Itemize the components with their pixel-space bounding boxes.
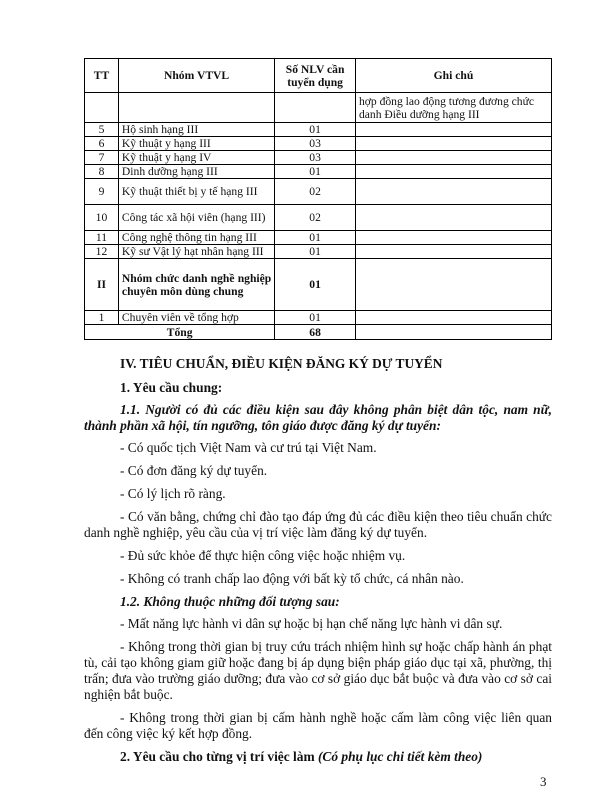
list-item: - Không trong thời gian bị cấm hành nghề hoặc cấm làm công việc liên quan đến công việc ký kết hợp đồng. <box>84 710 552 741</box>
table-row <box>85 245 552 259</box>
table-row <box>85 179 552 205</box>
clause-1-2: 1.2. Không thuộc những đối tượng sau: <box>120 594 340 609</box>
recruitment-table <box>84 58 552 340</box>
row-group: Kỹ thuật thiết bị y tế hạng III <box>118 179 274 205</box>
clause-1-2-items <box>84 616 552 742</box>
header-group: Nhóm VTVL <box>118 59 274 93</box>
sub-heading-2 <box>120 749 552 765</box>
header-count: Số NLV cần tuyển dụng <box>275 59 356 93</box>
row-tt: 8 <box>85 165 119 179</box>
list-item: - Có quốc tịch Việt Nam và cư trú tại Việt Nam. <box>120 440 377 455</box>
row-count: 01 <box>275 123 356 137</box>
row-note <box>355 151 551 165</box>
row-group: Dinh dưỡng hạng III <box>118 165 274 179</box>
row-group: Chuyên viên về tổng hợp <box>118 311 274 325</box>
row-count: 02 <box>275 205 356 231</box>
table-header-row <box>85 59 552 93</box>
row-note <box>355 137 551 151</box>
clause-1-1: 1.1. Người có đủ các điều kiện sau đây không phân biệt dân tộc, nam nữ, thành phần xã hội, tín ngưỡng, tôn giáo được đăng ký dự tuyển: <box>84 402 552 433</box>
row-count: 01 <box>275 245 356 259</box>
row-note <box>355 179 551 205</box>
table-row <box>85 151 552 165</box>
continued-note: hợp đồng lao động tương đương chức danh Điều dưỡng hạng III <box>355 93 551 123</box>
row-count: 01 <box>275 165 356 179</box>
row-count: 01 <box>275 311 356 325</box>
row-group: Công tác xã hội viên (hạng III) <box>118 205 274 231</box>
row-tt: 11 <box>85 231 119 245</box>
sub-heading-2-note: (Có phụ lục chi tiết kèm theo) <box>317 749 483 764</box>
row-tt: 6 <box>85 137 119 151</box>
row-note <box>355 231 551 245</box>
row-tt: 7 <box>85 151 119 165</box>
list-item: - Có văn bằng, chứng chỉ đào tạo đáp ứng đủ các điều kiện theo tiêu chuẩn chức danh nghề nghiệp, yêu cầu của vị trí việc làm đăng ký dự tuyển. <box>84 509 552 540</box>
table-body-group-ii <box>85 311 552 325</box>
row-group: Kỹ thuật y hạng IV <box>118 151 274 165</box>
section-ii-tt: II <box>85 259 119 311</box>
header-note: Ghi chú <box>355 59 551 93</box>
list-item: - Có lý lịch rõ ràng. <box>120 486 226 501</box>
row-count: 01 <box>275 231 356 245</box>
table-row <box>85 205 552 231</box>
table-row <box>85 165 552 179</box>
table-row-continued <box>85 93 552 123</box>
list-item: - Đủ sức khỏe để thực hiện công việc hoặc nhiệm vụ. <box>120 548 406 563</box>
sub-heading-2-text: 2. Yêu cầu cho từng vị trí việc làm <box>120 749 315 764</box>
row-tt: 12 <box>85 245 119 259</box>
list-item: - Không trong thời gian bị truy cứu trách nhiệm hình sự hoặc chấp hành án phạt tù, cải tạo không giam giữ hoặc đang bị áp dụng biện pháp giáo dục tại xã, phường, thị trấn; đưa vào trường giáo dưỡng; đưa vào cơ sở giáo dục bắt buộc và đưa vào cơ sở cai nghiện bắt buộc. <box>84 639 552 702</box>
list-item: - Không có tranh chấp lao động với bất kỳ tổ chức, cá nhân nào. <box>120 571 464 586</box>
sub-heading-1: 1. Yêu cầu chung: <box>120 380 223 395</box>
row-group: Kỹ thuật y hạng III <box>118 137 274 151</box>
row-note <box>355 245 551 259</box>
total-label: Tổng <box>85 325 275 340</box>
row-note <box>355 205 551 231</box>
table-row-total <box>85 325 552 340</box>
row-tt: 9 <box>85 179 119 205</box>
row-note <box>355 165 551 179</box>
section-iv-heading: IV. TIÊU CHUẨN, ĐIỀU KIỆN ĐĂNG KÝ DỰ TUYỂN <box>120 356 443 371</box>
table-row <box>85 123 552 137</box>
row-group: Hộ sinh hạng III <box>118 123 274 137</box>
list-item: - Mất năng lực hành vi dân sự hoặc bị hạn chế năng lực hành vi dân sự. <box>120 616 503 631</box>
row-count: 03 <box>275 137 356 151</box>
section-ii-group: Nhóm chức danh nghề nghiệp chuyên môn dùng chung <box>118 259 274 311</box>
row-note <box>355 123 551 137</box>
row-tt: 1 <box>85 311 119 325</box>
row-count: 03 <box>275 151 356 165</box>
row-note <box>355 311 551 325</box>
row-group: Công nghệ thông tin hạng III <box>118 231 274 245</box>
list-item: - Có đơn đăng ký dự tuyển. <box>120 463 268 478</box>
page-number: 3 <box>540 774 547 789</box>
header-tt: TT <box>85 59 119 93</box>
total-count: 68 <box>275 325 356 340</box>
table-row <box>85 137 552 151</box>
table-row <box>85 231 552 245</box>
table-body-group-i <box>85 123 552 259</box>
row-tt: 5 <box>85 123 119 137</box>
clause-1-1-items <box>84 440 552 587</box>
table-row-section-ii <box>85 259 552 311</box>
section-ii-note <box>355 259 551 311</box>
table-row <box>85 311 552 325</box>
row-count: 02 <box>275 179 356 205</box>
row-group: Kỹ sư Vật lý hạt nhân hạng III <box>118 245 274 259</box>
row-tt: 10 <box>85 205 119 231</box>
section-ii-count: 01 <box>275 259 356 311</box>
section-iv-body <box>84 356 552 765</box>
